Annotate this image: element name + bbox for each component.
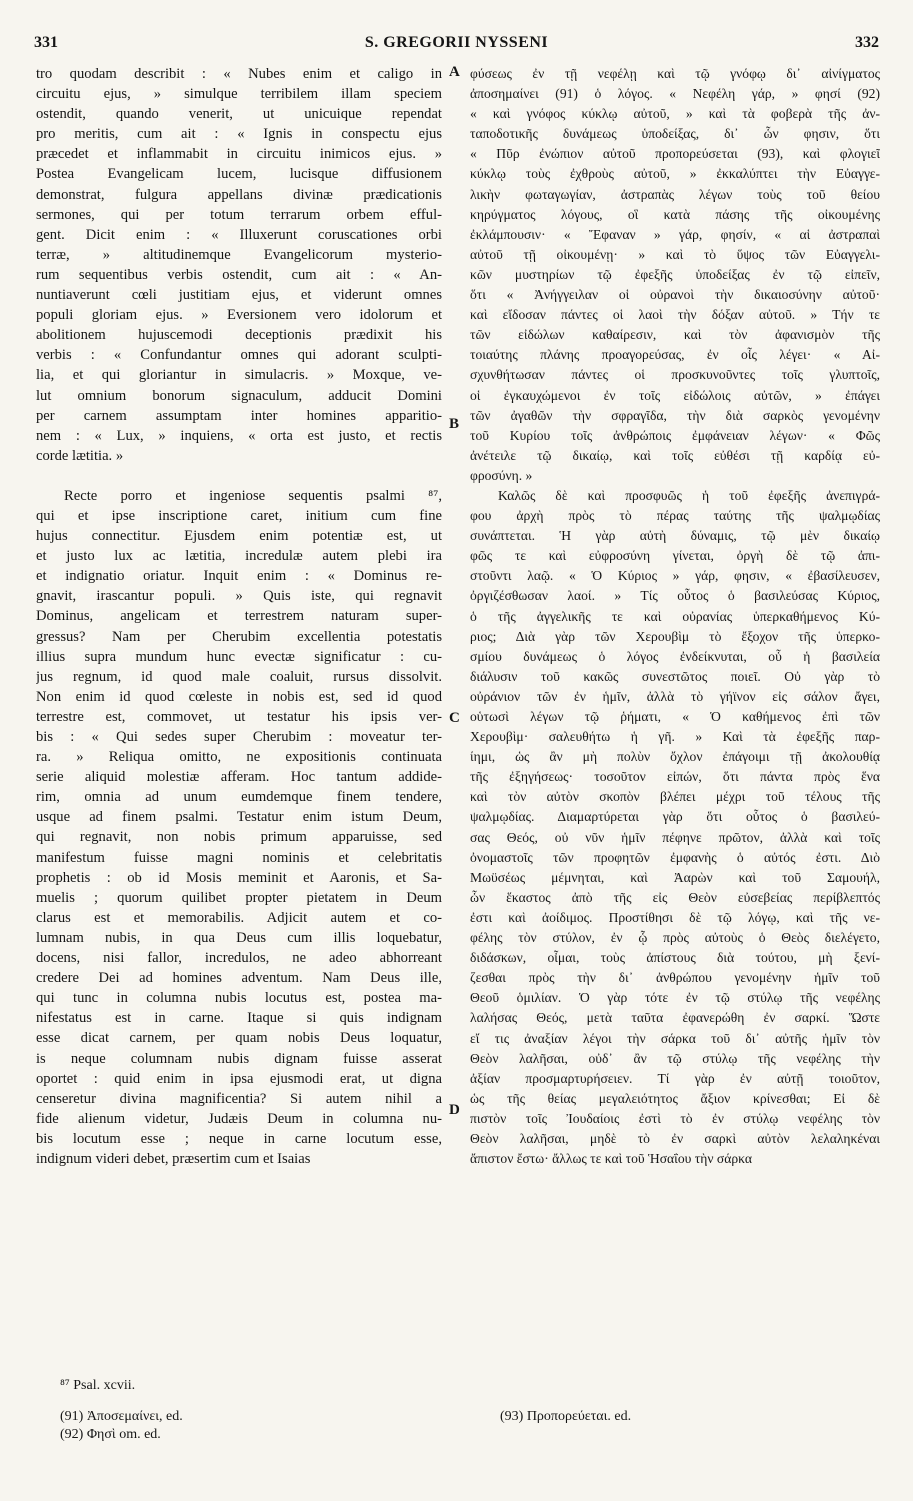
text-line: abolitionem hujuscemodi deceptionis prædixit his bbox=[36, 327, 442, 344]
text-line: esse dicat carnem, per quam nobis Deus loquatur, bbox=[36, 1030, 442, 1047]
text-line: ὡς τῆς θείας μεγαλειότητος ἄξιον κρίνεσθαι; Εἰ δὲ bbox=[470, 1090, 880, 1106]
greek-paragraph-1 bbox=[470, 64, 880, 486]
text-line: κῶν μυστηρίων τῷ ἐφεξῆς ὑποδείξας ἐν τῷ εἰπεῖν, bbox=[470, 266, 880, 282]
text-line: pro meritis, cum ait : « Ignis in conspectu ejus bbox=[36, 126, 442, 143]
text-line: fide alienum videtur, Judæis Deum in columna nu- bbox=[36, 1110, 442, 1127]
text-line: usque ad finem psalmi. Testatur enim istum Deum, bbox=[36, 809, 442, 826]
text-line: lut omnium bonorum signaculum, adducit Domini bbox=[36, 387, 442, 404]
text-line: circuitu ejus, » simulque terribilem illam speciem bbox=[36, 86, 442, 103]
text-line: φου ἀρχὴ πρὸς τὸ πέρας ταύτης τῆς ψαλμῳδίας bbox=[470, 508, 880, 524]
text-line: lia, et qui gloriantur in simulacris. » Moxque, ve- bbox=[36, 367, 442, 384]
text-line: κύκλῳ τοὺς ἐχθροὺς αὐτοῦ, » ἐκκαλύπτει τὴν Εὐαγγε- bbox=[470, 166, 880, 182]
margin-marker-a: A bbox=[449, 64, 460, 80]
text-line: qui tunc in columna nubis locutus est, postea ma- bbox=[36, 990, 442, 1007]
text-line: nem : « Lux, » inquiens, « orta est justo, et rectis bbox=[36, 427, 442, 444]
text-line: οἱ ἐγκαυχώμενοι ἐν τοῖς εἰδώλοις αὐτῶν, » ἐπάγει bbox=[470, 387, 880, 403]
text-line: tro quodam describit : « Nubes enim et caligo in bbox=[36, 66, 442, 82]
page-number-left: 331 bbox=[34, 34, 58, 51]
text-line: lumnam nubis, in qua Deus cum illis loquebatur, bbox=[36, 929, 442, 946]
text-line: Dominus, angelicam et terrestrem naturam super- bbox=[36, 608, 442, 625]
text-line: ostendit, quando venerit, ut unicuique rependat bbox=[36, 106, 442, 123]
text-line: Θεὸν λαλῆσαι, οὐδ᾽ ἂν τῷ στύλῳ τῆς νεφέλης τὴν bbox=[470, 1050, 880, 1066]
greek-paragraph-2 bbox=[470, 486, 880, 1169]
text-line: qui et ipse inscriptione caret, initium cum fine bbox=[36, 507, 442, 524]
text-line: τῶν ἀγαθῶν τὴν σφραγῖδα, τὴν διὰ σαρκὸς γενομένην bbox=[470, 407, 880, 423]
footnote-93-block bbox=[500, 1408, 631, 1426]
footnote-92: (92) Φησὶ om. ed. bbox=[60, 1427, 161, 1442]
text-line: ὧν ἕκαστος ἀπὸ τῆς εἰς Θεὸν εὐσεβείας περίβλεπτός bbox=[470, 889, 880, 905]
text-line: populi gloriam ejus. » Eversionem vero idolorum et bbox=[36, 307, 442, 324]
text-line: λικὴν φωταγωγίαν, ἀστραπὰς λέγων τοὺς τοῦ θείου bbox=[470, 186, 880, 202]
text-line: nifestatus est in carne. Itaque si quis indignam bbox=[36, 1010, 442, 1027]
text-line: ἀποσημαίνει (91) ὁ λόγος. « Νεφέλη γάρ, » φησί (92) bbox=[470, 86, 880, 102]
text-line: et indignatio oriatur. Inquit enim : « Dominus re- bbox=[36, 568, 442, 585]
text-line: corde lætitia. » bbox=[36, 447, 124, 464]
text-line: ra. » Reliqua omitto, ne expositionis continuata bbox=[36, 749, 442, 766]
text-line: στοῦντι λαῷ. « Ὁ Κύριος » γάρ, φησιν, « ἐβασίλευσεν, bbox=[470, 568, 880, 584]
text-line: σχυνθήτωσαν πάντες οἱ προσκυνοῦντες τοῖς γλυπτοῖς, bbox=[470, 367, 880, 383]
text-line: διδάσκων, οἶμαι, τοὺς ἀπίστους διὰ τούτου, μὴ ξενί- bbox=[470, 950, 880, 966]
text-line: συνάπτεται. Ἡ γὰρ αὐτὴ δύναμις, τῷ μὲν δικαίῳ bbox=[470, 528, 880, 544]
text-line: οὑτωσὶ λέγων τῷ ῥήματι, « Ὁ καθήμενος ἐπὶ τῶν bbox=[470, 709, 880, 724]
text-line: ἀξίαν προσμαρτυρήσειεν. Τί γὰρ ἐν αὐτῇ τοιοῦτον, bbox=[470, 1070, 880, 1086]
text-line: illius supra mundum hunc evectæ significatur : cu- bbox=[36, 648, 442, 665]
text-line: ὀνομαστοῖς τῶν προφητῶν ἐμφανὴς ὁ αὐτός ἐστι. Διὸ bbox=[470, 849, 880, 865]
text-line: credere Dei ad homines adventum. Nam Deus ille, bbox=[36, 970, 442, 987]
text-line: Μωϋσέως μέμνηται, καὶ Ἀαρὼν καὶ τοῦ Σαμουήλ, bbox=[470, 869, 880, 885]
text-line: præcedet et inflammabit in circuitu inimicos ejus. » bbox=[36, 146, 442, 163]
text-line: qui regnavit, non nobis primum apparuisse, sed bbox=[36, 829, 442, 846]
text-line: τοῦ Κυρίου τοῖς ἀνθρώποις ἐμφάνειαν λέγων· « Φῶς bbox=[470, 427, 880, 443]
text-line: terræ, » altitudinemque Evangelicorum mysterio- bbox=[36, 246, 442, 263]
text-line: καὶ τὸν αὐτὸν σκοπὸν βλέπει μέχρι τοῦ τέλους τῆς bbox=[470, 789, 880, 805]
text-line: σας Θεός, οὐ νῦν ἡμῖν πέφηνε πρῶτον, ἀλλὰ καὶ τοῖς bbox=[470, 829, 880, 845]
text-line: rum sequentibus verbis ostendit, cum ait : « An- bbox=[36, 266, 442, 283]
text-line: jus regnum, id quod male coaluit, rursus dissolvit. bbox=[36, 668, 442, 685]
text-line: « καὶ γνόφος κύκλῳ αὐτοῦ, » καὶ τὰ φοβερὰ τῆς ἀν- bbox=[470, 106, 880, 122]
text-line: rim, omnia ad unum eumdemque finem tendere, bbox=[36, 789, 442, 806]
margin-marker-b: B bbox=[449, 416, 460, 432]
margin-marker-d: D bbox=[449, 1102, 460, 1118]
text-line: ταποδοτικῆς δυνάμεως ὑποδείξας, δι᾽ ὧν φησιν, ὅτι bbox=[470, 126, 880, 142]
text-line: τοιαύτης πλάνης προαγορεύσας, ἐν οἷς λέγει· « Αἰ- bbox=[470, 347, 880, 363]
text-line: indignum videri debet, præsertim cum et Isaias bbox=[36, 1150, 311, 1167]
text-line: αὐτοῦ τῇ οἰκουμένῃ· » καὶ τὸ ὕψος τῶν Εὐαγγελι- bbox=[470, 246, 880, 262]
text-line: ὅτι « Ἀνήγγειλαν οἱ οὐρανοὶ τὴν δικαιοσύνην αὐτοῦ· bbox=[470, 287, 880, 303]
text-line: prophetis : ob id Mosis meminit et Aaronis, et Sa- bbox=[36, 869, 442, 886]
text-line: ὁ τῆς ἀγγελικῆς τε καὶ οὐρανίας ὑπερκαθήμενος Κύ- bbox=[470, 608, 880, 624]
text-line: serie aliquid molestiæ afferam. Hoc tantum addide- bbox=[36, 769, 442, 786]
text-line: τῶν εἰδώλων καθαίρεσιν, καὶ τὸν ἀφανισμὸν τῆς bbox=[470, 327, 880, 343]
text-line: πιστὸν τοῖς Ἰουδαίοις ἐστὶ τὸ ἐν στύλῳ νεφέλης τὸν bbox=[470, 1110, 880, 1126]
running-header bbox=[34, 34, 879, 58]
text-line: et justo lux ac lætitia, incredulæ autem plebi ira bbox=[36, 548, 442, 565]
text-line: φέλης τὸν στύλον, ἐν ᾧ πρὸς αὐτοὺς ὁ Θεὸς διελέγετο, bbox=[470, 930, 880, 946]
footnote-psalm bbox=[60, 1377, 135, 1395]
greek-column bbox=[470, 64, 880, 1169]
page-number-right: 332 bbox=[855, 34, 879, 51]
text-line: terrestre est, commovet, ut testatur his ipsis ver- bbox=[36, 708, 442, 725]
text-line: Non enim id quod cœleste in nobis est, sed id quod bbox=[36, 688, 442, 705]
running-title: S. GREGORII NYSSENI bbox=[364, 34, 549, 51]
latin-paragraph-1 bbox=[36, 64, 442, 466]
text-line: εἴ τις ἀναξίαν λέγοι τὴν σάρκα τοῦ δι᾽ αὐτῆς ἡμῖν τὸν bbox=[470, 1030, 880, 1046]
text-line: ίημι, ὡς ἂν μὴ πολὺν ὄχλον ἐπάγοιμι τῇ ἀκολουθίᾳ bbox=[470, 749, 880, 765]
footnotes-left bbox=[60, 1408, 183, 1444]
text-line: docens, nisi fallor, incredulos, ne adeo abhorreant bbox=[36, 950, 442, 967]
text-line: ἄπιστον ἔστω· ἄλλως τε καὶ τοῦ Ἡσαΐου τὴν σάρκα bbox=[470, 1151, 752, 1167]
text-line: demonstrat, fulgura appellans divinæ prædicationis bbox=[36, 186, 442, 203]
text-line: ἐστι καὶ ἀοίδιμος. Προστίθησι δὲ τῷ λόγῳ, καὶ τῆς νε- bbox=[470, 909, 880, 925]
text-line: οὐράνιον τῶν ἐν ἡμῖν, ἀλλὰ τὸ γήϊνον εἰς σάλον ἄγει, bbox=[470, 688, 880, 704]
text-line: ἐκλάμπουσιν· « Ἔφαναν » γάρ, φησίν, « αἱ ἀστραπαὶ bbox=[470, 226, 880, 242]
latin-column bbox=[36, 64, 442, 1169]
text-line: bis locutum esse ; neque in carne locutum esse, bbox=[36, 1130, 442, 1147]
text-line: bis : « Qui sedes super Cherubim : moveatur ter- bbox=[36, 729, 442, 745]
footnote-93: (93) Προπορεύεται. ed. bbox=[500, 1409, 632, 1424]
text-line: φύσεως ἐν τῇ νεφέλῃ καὶ τῷ γνόφῳ δι᾽ αἰνίγματος bbox=[470, 66, 880, 81]
text-line: Θεὸν λαλῆσαι, μηδὲ τὸ ἐν σαρκὶ αὐτὸν λελαληκέναι bbox=[470, 1130, 880, 1146]
text-line: Postea Evangelicam lucem, lucisque diffusionem bbox=[36, 166, 442, 183]
text-line: ψαλμῳδίας. Διαμαρτύρεται γὰρ ὅτι οὗτος ὁ βασιλεύ- bbox=[470, 809, 880, 825]
footnote-91: (91) Ἀποσεμαίνει, ed. bbox=[60, 1409, 183, 1424]
text-line: ζεσθαι πρὸς τὴν δι᾽ ἀνθρώπου γενομένην ἡμῖν τοῦ bbox=[470, 970, 880, 986]
text-line: muelis ; quorum quilibet propter pietatem in Deum bbox=[36, 889, 442, 906]
text-line: Θεοῦ ὁμιλίαν. Ὁ γὰρ τότε ἐν τῷ στύλῳ τῆς νεφέλης bbox=[470, 990, 880, 1006]
text-line: sermones, qui per totum terrarum orbem efful- bbox=[36, 206, 442, 223]
latin-paragraph-2 bbox=[36, 486, 442, 1169]
text-line: hujus connectitur. Ejusdem enim potentiæ est, ut bbox=[36, 528, 442, 545]
text-line: is neque columnam nubis dignam fuisse asserat bbox=[36, 1050, 442, 1067]
text-line: « Πῦρ ἐνώπιον αὐτοῦ προπορεύσεται (93), καὶ φλογιεῖ bbox=[470, 146, 880, 162]
text-line: gnavit, irascantur populi. » Quis iste, qui regnavit bbox=[36, 588, 442, 605]
text-line: φροσύνη. » bbox=[470, 467, 533, 483]
margin-marker-c: C bbox=[449, 710, 460, 726]
text-line: nuntiaverunt cœli justitiam ejus, et viderunt omnes bbox=[36, 287, 442, 304]
text-line: διάλυσιν τοῦ κακῶς συνεστῶτος ποιεῖ. Οὐ γὰρ τὸ bbox=[470, 668, 880, 684]
text-line: verbis : « Confundantur omnes qui adorant sculpti- bbox=[36, 347, 442, 364]
text-line: κηρύγματος λόγους, οἳ κατὰ πάσης τῆς οἰκουμένης bbox=[470, 206, 880, 222]
text-line: καὶ εἴδοσαν πάντες οἱ λαοὶ τὴν δόξαν αὐτοῦ. » Τήν τε bbox=[470, 307, 880, 323]
text-line: gent. Dicit enim : « Illuxerunt coruscationes orbi bbox=[36, 226, 442, 243]
text-line: per carnem assumptam inter homines apparitio- bbox=[36, 407, 442, 424]
text-line: manifestum fuisse magni nominis et celebritatis bbox=[36, 849, 442, 866]
text-line: τῆς ἐξηγήσεως· τοσοῦτον εἰπών, ὅτι πάντα πρὸς ἕνα bbox=[470, 769, 880, 785]
text-line: Recte porro et ingeniose sequentis psalmi ⁸⁷, bbox=[64, 487, 442, 504]
text-line: φῶς τε καὶ εὐφροσύνη γίνεται, ὀργὴ δὲ τῷ ἀπι- bbox=[470, 548, 880, 564]
text-line: ὀργιζέσθωσαν λαοί. » Τίς οὗτος ὁ βασιλεύσας Κύριος, bbox=[470, 588, 880, 604]
text-line: ριος; Διὰ γὰρ τῶν Χερουβὶμ τὸ ἔξοχον τῆς ὑπερκο- bbox=[470, 628, 880, 644]
text-line: ἀνέτειλε τῷ δικαίῳ, καὶ τοῖς εὐθέσι τῇ καρδίᾳ εὐ- bbox=[470, 447, 880, 463]
text-line: λαλήσας Θεός, μετὰ ταῦτα ἐφανερώθη ἐν σαρκί. Ὥστε bbox=[470, 1010, 880, 1026]
text-line: σμίου δυνάμεως ὁ λόγος ἐνδείκνυται, οὗ ἡ βασιλεία bbox=[470, 648, 880, 664]
text-line: Καλῶς δὲ καὶ προσφυῶς ἡ τοῦ ἐφεξῆς ἀνεπιγρά- bbox=[498, 487, 880, 503]
footnote-psalm-text: ⁸⁷ Psal. xcvii. bbox=[60, 1378, 136, 1393]
text-line: oportet : quid enim in ipsa ejusmodi erat, ut digna bbox=[36, 1070, 442, 1087]
text-line: Χερουβὶμ· σαλευθήτω ἡ γῆ. » Καὶ τὰ ἐφεξῆς παρ- bbox=[470, 729, 880, 745]
text-line: censeretur divina magnificentia? Si autem nihil a bbox=[36, 1090, 442, 1107]
text-line: clarus est et memorabilis. Adjicit autem et co- bbox=[36, 909, 442, 926]
text-line: gressus? Nam per Cherubim excellentia potestatis bbox=[36, 628, 442, 645]
